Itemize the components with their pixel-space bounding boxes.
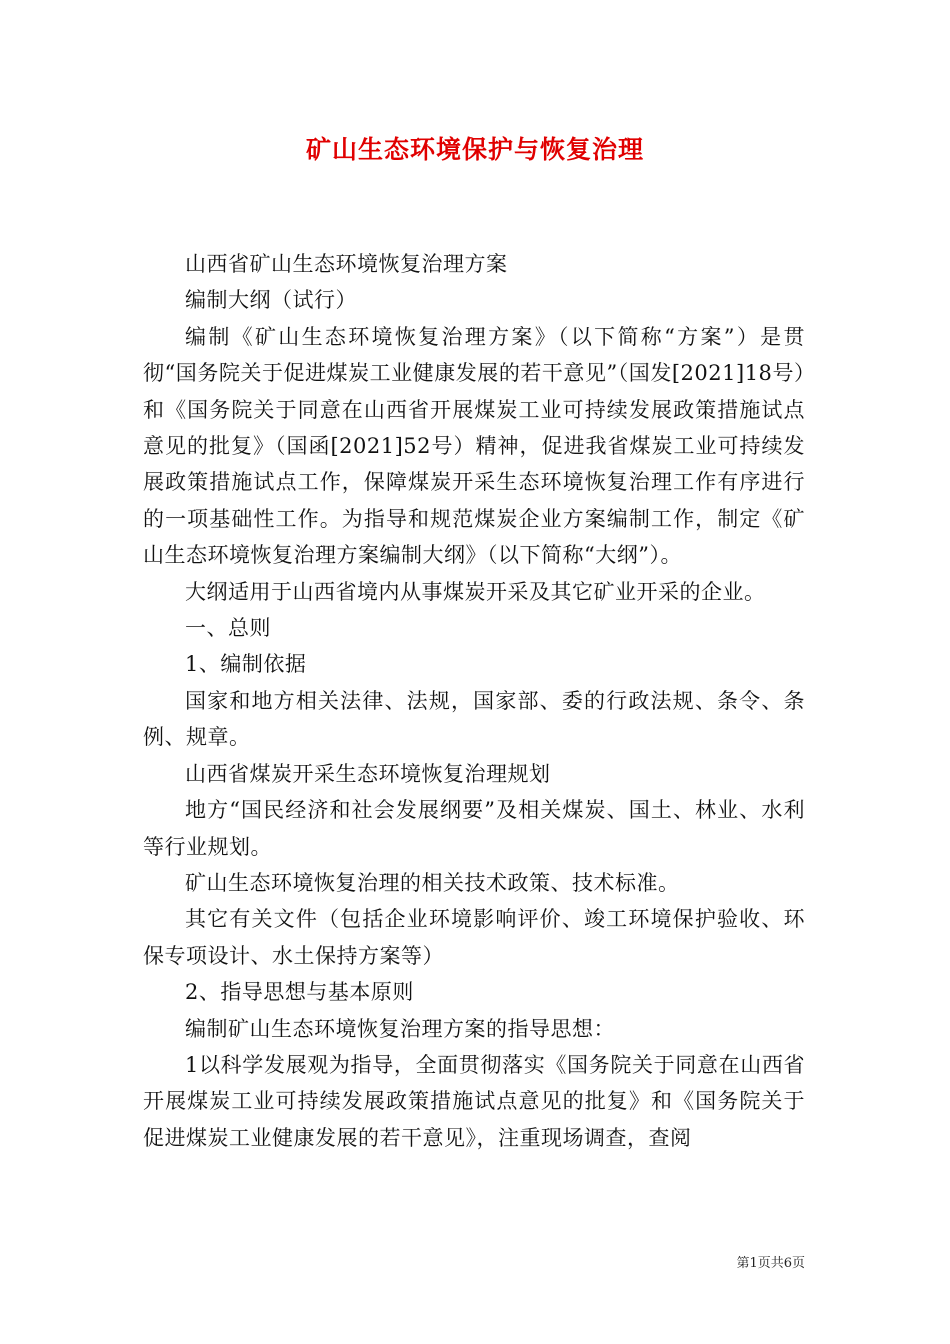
paragraph: 一、总则: [185, 616, 271, 641]
paragraph: 编制《矿山生态环境恢复治理方案》（以下简称“方案”）是贯彻“国务院关于促进煤炭工业健康发展的若干意见”（国发[2021]18号）和《国务院关于同意在山西省开展煤炭工业可持续发展政策措施试点意见的批复》（国函[2021]52号）精神，促进我省煤炭工业可持续发展政策措施试点工作，保障煤炭开采生态环境恢复治理工作有序进行的一项基础性工作。为指导和规范煤炭企业方案编制工作，制定《矿山生态环境恢复治理方案编制大纲》（以下简称“大纲”）。: [143, 324, 805, 568]
paragraph: 矿山生态环境恢复治理的相关技术政策、技术标准。: [185, 870, 680, 895]
paragraph: 1以科学发展观为指导，全面贯彻落实《国务院关于同意在山西省开展煤炭工业可持续发展政策措施试点意见的批复》和《国务院关于促进煤炭工业健康发展的若干意见》，注重现场调查，查阅: [143, 1052, 805, 1150]
page-number-footer: 第1页共6页: [736, 1256, 805, 1271]
paragraph: 山西省矿山生态环境恢复治理方案: [185, 252, 508, 276]
paragraph: 地方“国民经济和社会发展纲要”及相关煤炭、国土、林业、水利等行业规划。: [143, 798, 805, 859]
paragraph: 1、编制依据: [185, 652, 307, 677]
paragraph: 国家和地方相关法律、法规，国家部、委的行政法规、条令、条例、规章。: [143, 688, 805, 750]
paragraph: 编制矿山生态环境恢复治理方案的指导思想：: [185, 1016, 615, 1041]
paragraph: 2、指导思想与基本原则: [185, 980, 414, 1005]
paragraph: 山西省煤炭开采生态环境恢复治理规划: [185, 761, 551, 786]
paragraph: 编制大纲（试行）: [185, 288, 357, 313]
document-body: [143, 246, 805, 1156]
paragraph: 大纲适用于山西省境内从事煤炭开采及其它矿业开采的企业。: [185, 579, 766, 604]
document-title: 矿山生态环境保护与恢复治理: [305, 135, 644, 164]
paragraph: 其它有关文件（包括企业环境影响评价、竣工环境保护验收、环保专项设计、水土保持方案等）: [143, 907, 805, 968]
